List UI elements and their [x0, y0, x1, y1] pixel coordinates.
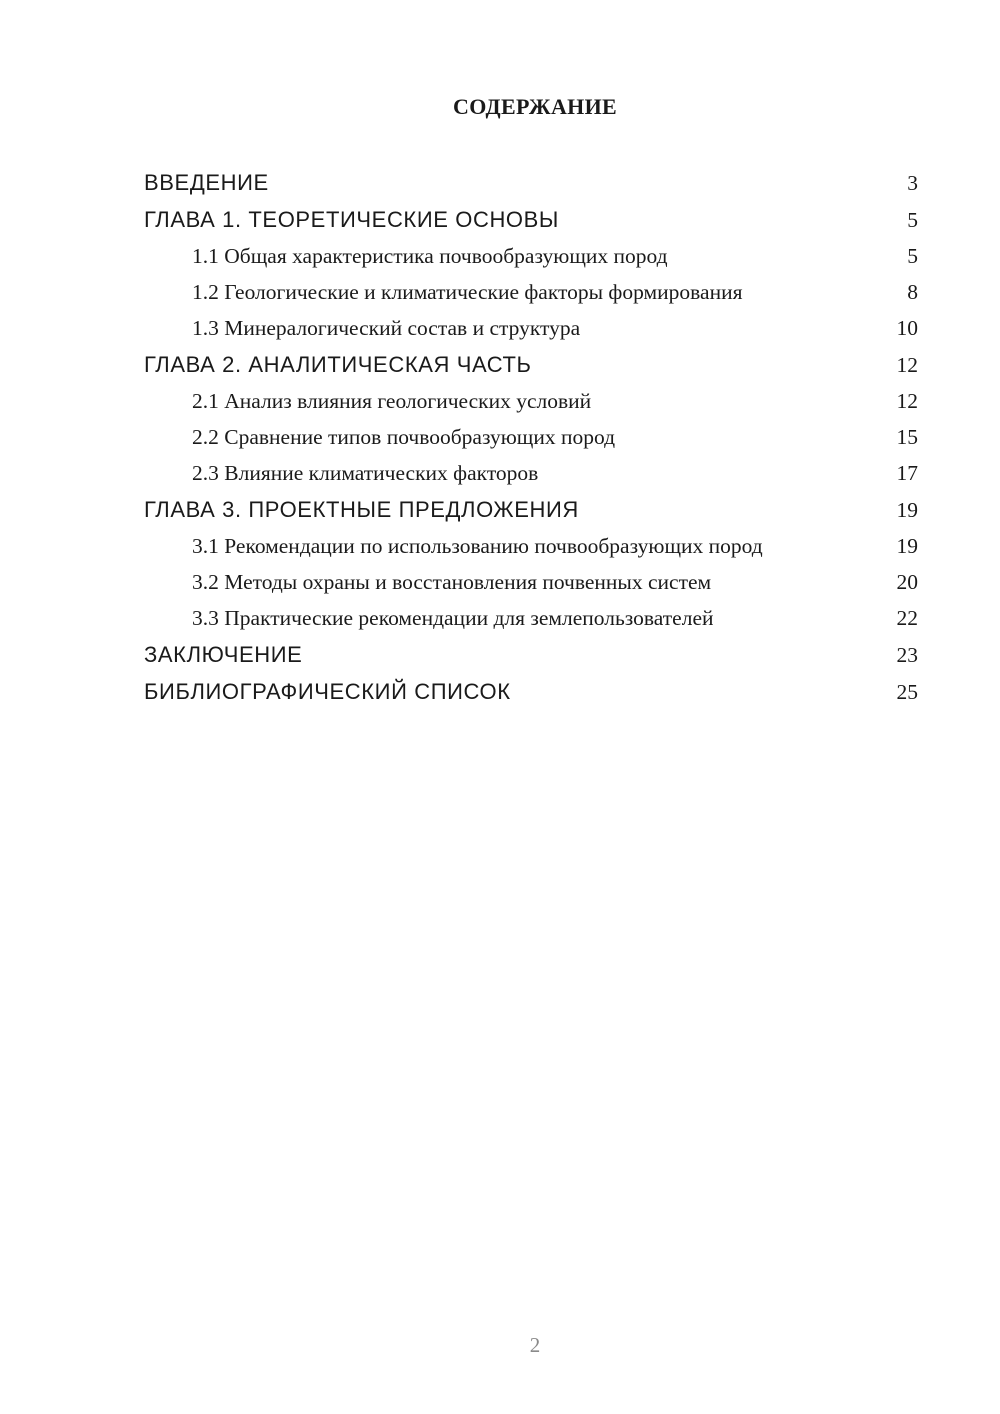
toc-entry-bibliography[interactable]	[144, 677, 918, 706]
toc-entry-label: 1.2 Геологические и климатические факторы формирования	[192, 280, 743, 304]
toc-entry-chapter-2[interactable]	[144, 350, 918, 379]
toc-entry-label: 2.2 Сравнение типов почвообразующих пород	[192, 425, 616, 449]
toc-entry-page: 10	[896, 316, 918, 340]
toc-entry-label: ГЛАВА 3. ПРОЕКТНЫЕ ПРЕДЛОЖЕНИЯ	[144, 497, 579, 522]
toc-entry-label: 3.2 Методы охраны и восстановления почвенных систем	[192, 570, 712, 594]
toc-entry-page: 3	[907, 171, 918, 195]
toc-entry-introduction[interactable]	[144, 168, 918, 197]
toc-entry-page: 19	[896, 498, 918, 522]
toc-entry-label: ЗАКЛЮЧЕНИЕ	[144, 642, 303, 667]
toc-entry-conclusion[interactable]	[144, 640, 918, 669]
toc-entry-page: 22	[896, 606, 918, 630]
toc-entry-section-2-2[interactable]	[144, 423, 918, 451]
toc-entry-page: 5	[907, 244, 918, 268]
toc-entry-label: 2.1 Анализ влияния геологических условий	[192, 389, 592, 413]
page-title: СОДЕРЖАНИЕ	[453, 94, 617, 119]
toc-entry-section-2-3[interactable]	[144, 459, 918, 487]
toc-entry-label: 2.3 Влияние климатических факторов	[192, 461, 539, 485]
toc-entry-page: 8	[907, 280, 918, 304]
toc-entry-section-3-2[interactable]	[144, 568, 918, 596]
toc-entry-section-3-1[interactable]	[144, 532, 918, 560]
toc-entry-label: 3.3 Практические рекомендации для землепользователей	[192, 606, 714, 630]
toc-entry-page: 12	[896, 389, 918, 413]
toc-entry-page: 5	[907, 208, 918, 232]
toc-entry-page: 17	[896, 461, 918, 485]
page-number: 2	[529, 1333, 541, 1357]
toc-entry-section-2-1[interactable]	[144, 387, 918, 415]
toc-entry-label: ГЛАВА 2. АНАЛИТИЧЕСКАЯ ЧАСТЬ	[144, 352, 532, 377]
toc-entry-label: 1.3 Минералогический состав и структура	[192, 316, 581, 340]
toc-entry-section-1-1[interactable]	[144, 242, 918, 270]
toc-entry-page: 19	[896, 534, 918, 558]
toc-entry-label: БИБЛИОГРАФИЧЕСКИЙ СПИСОК	[144, 679, 511, 704]
toc-entry-chapter-3[interactable]	[144, 495, 918, 524]
toc-entry-page: 20	[896, 570, 918, 594]
toc-entry-page: 15	[896, 425, 918, 449]
toc-entry-label: 1.1 Общая характеристика почвообразующих пород	[192, 244, 668, 268]
toc-entry-section-1-3[interactable]	[144, 314, 918, 342]
toc-entry-chapter-1[interactable]	[144, 205, 918, 234]
toc-entry-section-1-2[interactable]	[144, 278, 918, 306]
toc-entry-label: 3.1 Рекомендации по использованию почвообразующих пород	[192, 534, 763, 558]
toc-entry-page: 25	[896, 680, 918, 704]
toc-entry-page: 23	[896, 643, 918, 667]
toc-entry-section-3-3[interactable]	[144, 604, 918, 632]
toc-entry-label: ГЛАВА 1. ТЕОРЕТИЧЕСКИЕ ОСНОВЫ	[144, 207, 559, 232]
toc-entry-label: ВВЕДЕНИЕ	[144, 170, 269, 195]
toc-entry-page: 12	[896, 353, 918, 377]
table-of-contents	[144, 168, 918, 714]
